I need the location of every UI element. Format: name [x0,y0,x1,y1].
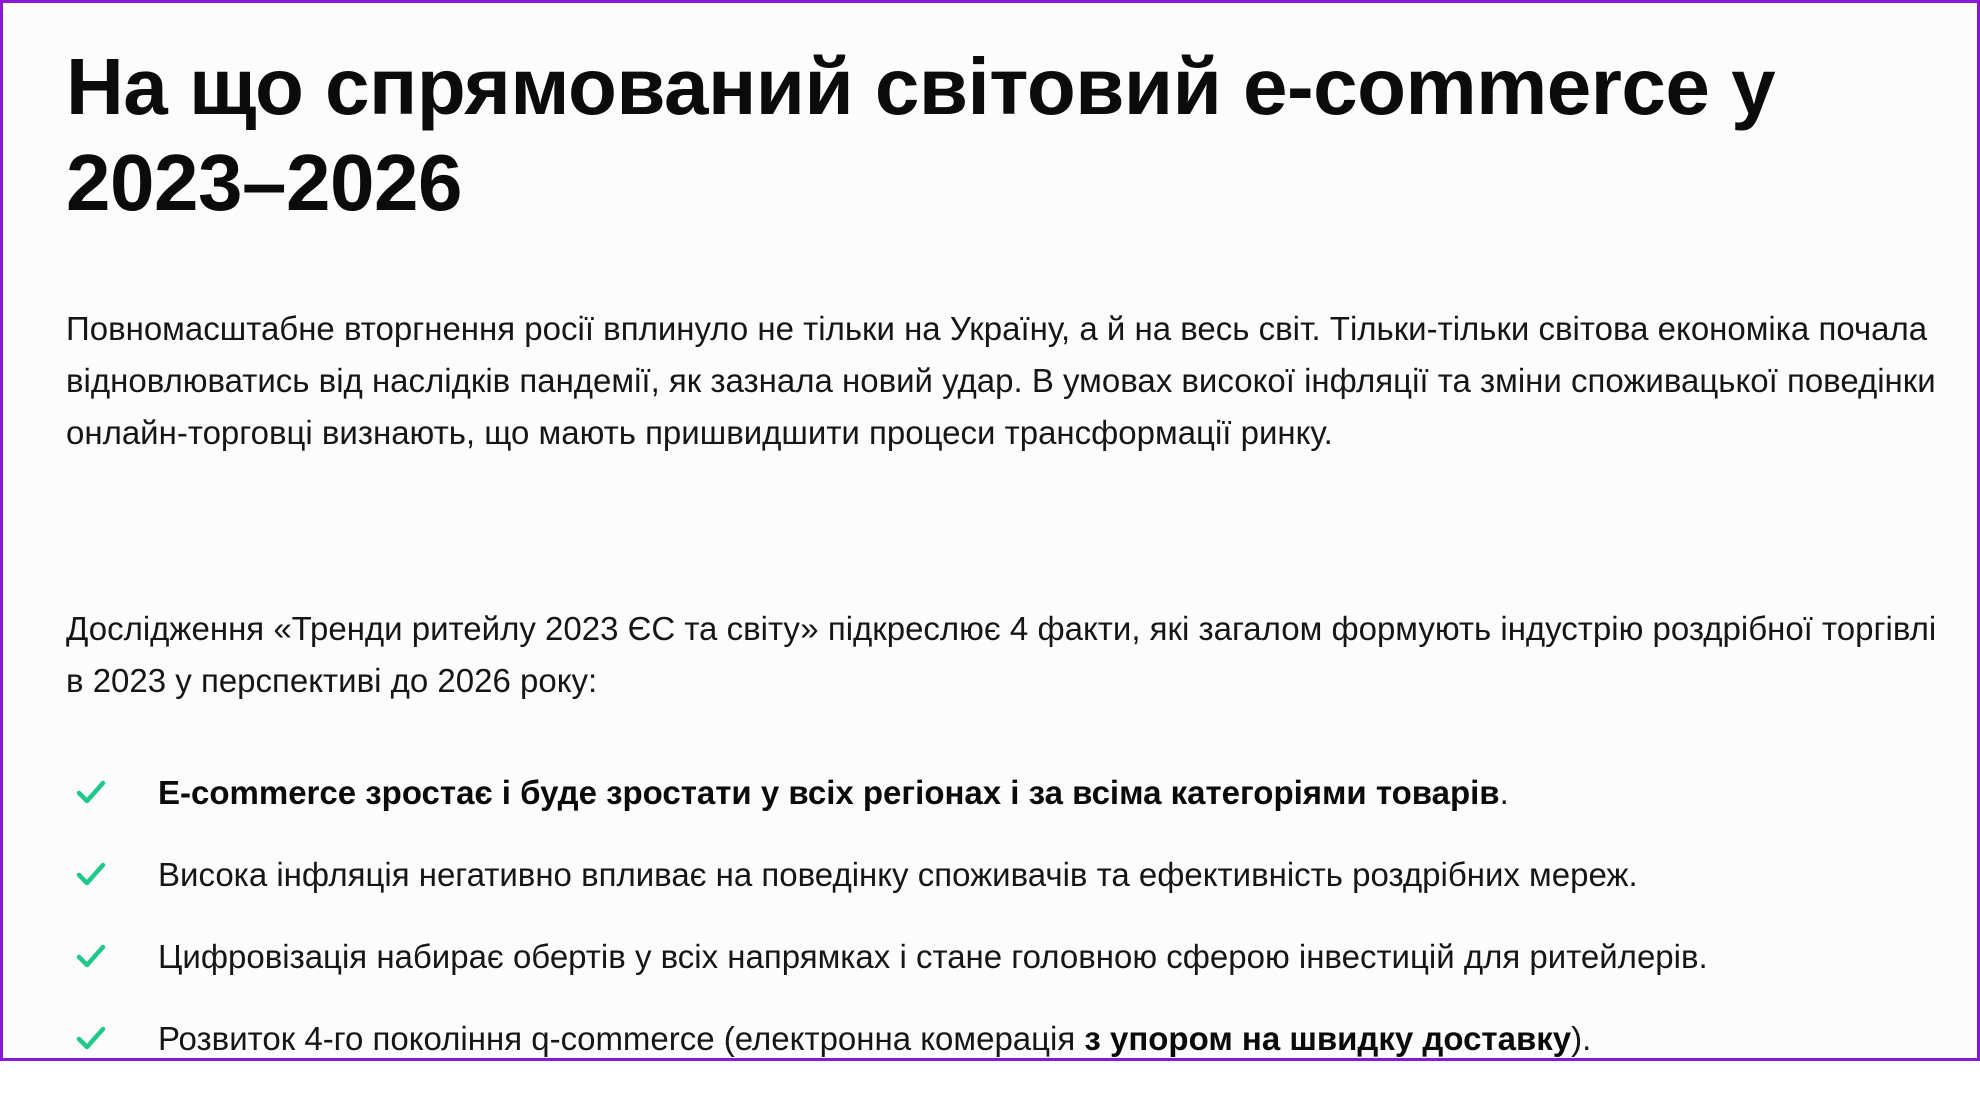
list-item-bold: E-commerce зростає і буде зростати у всіх регіонах і за всіма категоріями товарів [158,774,1500,811]
article-title: На що спрямований світовий e-commerce у 2023–2026 [66,42,1776,227]
check-icon [76,941,106,971]
list-item [66,931,1946,1013]
list-item-text [158,1013,1591,1065]
research-paragraph: Дослідження «Тренди ритейлу 2023 ЄС та світу» підкреслює 4 факти, які загалом формують індустрію роздрібної торгівлі в 2023 у перспективі до 2026 року: [66,610,1937,699]
list-item [66,1013,1946,1095]
check-icon [76,777,106,807]
list-item [66,767,1946,849]
list-item-suffix: . [1499,774,1509,811]
list-item-text [158,767,1509,819]
list-item [66,849,1946,931]
article-content [66,39,1946,1057]
facts-checklist [66,767,1946,1095]
intro-paragraph: Повномасштабне вторгнення росії вплинуло не тільки на Україну, а й на весь світ. Тільки-тільки світова економіка почала відновлюватись від наслідків пандемії, як зазнала новий удар. В умовах високої інфляції та зміни споживацької поведінки онлайн-торговці визнають, що мають пришвидшити процеси трансформації ринку. [66,310,1936,451]
check-icon [76,1023,106,1053]
list-item-bold: з упором на швидку доставку [1084,1020,1572,1057]
list-item-text: Висока інфляція негативно впливає на поведінку споживачів та ефективність роздрібних мереж. [158,856,1638,893]
list-item-prefix: Розвиток 4-го покоління q-commerce (електронна комерація [158,1020,1085,1057]
list-item-suffix: ). [1571,1020,1592,1057]
check-icon [76,859,106,889]
list-item-text: Цифровізація набирає обертів у всіх напрямках і стане головною сферою інвестицій для ритейлерів. [158,938,1708,975]
